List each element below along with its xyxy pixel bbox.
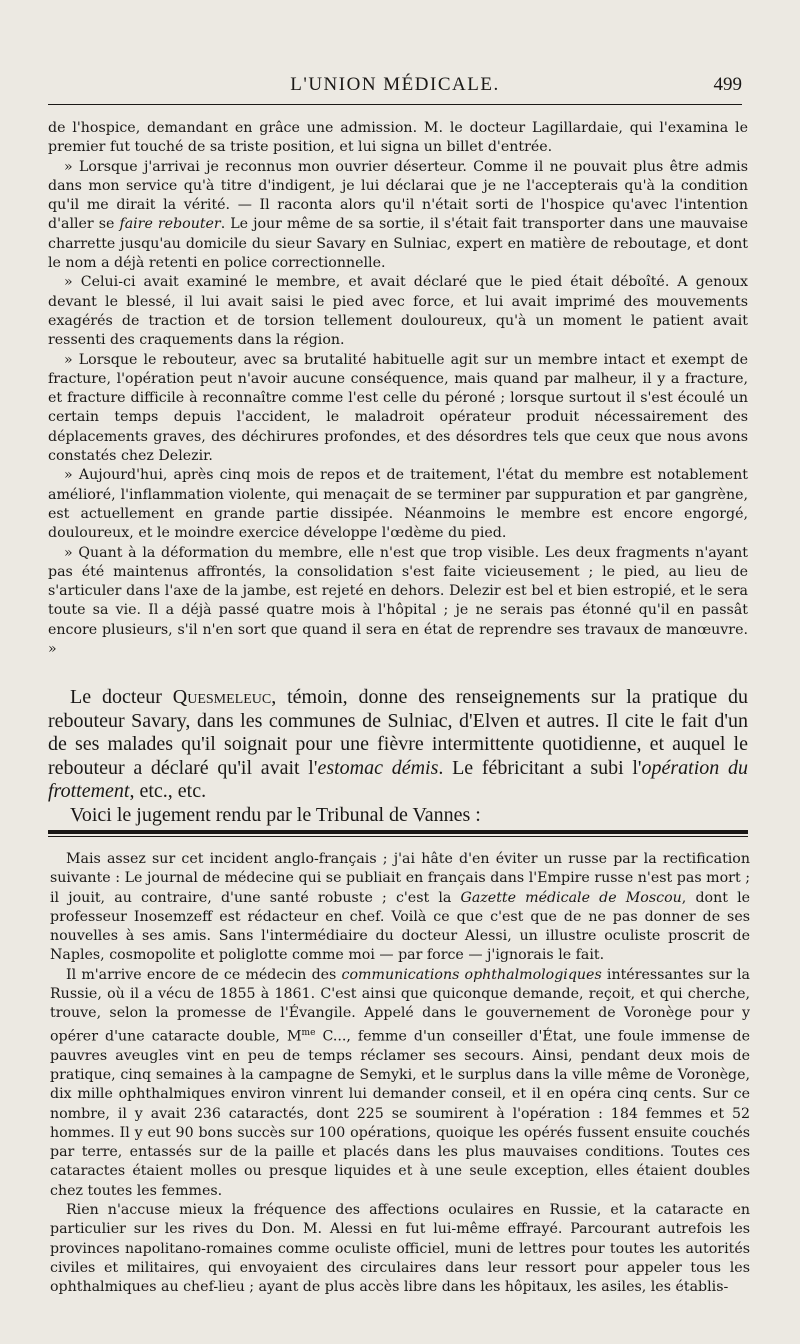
main-text xyxy=(48,686,748,827)
paragraph: Rien n'accuse mieux la fréquence des affections oculaires en Russie, et la cataracte en particulier sur les rives du Don. M. Alessi en fut lui-même effrayé. Parcourant autrefois les provinces napolitano-romaines comme oculiste officiel, muni de lettres pour toutes les autorités civiles et militaires, qui envoyaient des circulaires dans leur ressort pour appeler tous les ophthalmiques au chef-lieu ; ayant de plus accès libre dans les hôpitaux, les asiles, les établis- xyxy=(50,1202,750,1296)
feuilleton-text xyxy=(50,850,750,1298)
witness-name: Quesmeleuc xyxy=(172,686,272,708)
paragraph: Le docteur Quesmeleuc, témoin, donne des renseignements sur la pratique du rebouteur Savary, dans les communes de Sulniac, d'Elven et autres. Il cite le fait d'un de ses malades qu'il soignait pour une fièvre intermittente quotidienne, et auquel le rebouteur a déclaré qu'il avait l'estomac démis. Le fébricitant a subi l'opération du frottement, etc., etc. xyxy=(48,686,748,802)
journal-title: L'UNION MÉDICALE. xyxy=(290,74,500,95)
page-number: 499 xyxy=(713,74,742,95)
testimony-text xyxy=(48,119,748,659)
paragraph: » Celui-ci avait examiné le membre, et avait déclaré que le pied était déboîté. A genoux devant le blessé, il lui avait saisi le pied avec force, et lui avait imprimé des mouvements exagérés de traction et de torsion tellement douloureux, qu'à un moment le patient avait ressenti des craquements dans la région. xyxy=(48,274,748,349)
paragraph: Mais assez sur cet incident anglo-français ; j'ai hâte d'en éviter un russe par la rectification suivante : Le journal de médecine qui se publiait en français dans l'Empire russe n'est pas mort ; il jouit, au contraire, d'une santé robuste ; c'est la Gazette médicale de Moscou, dont le professeur Inosemzeff est rédacteur en chef. Voilà ce que c'est que de ne pas donner de ses nouvelles à ses amis. Sans l'intermédiaire du docteur Alessi, un illustre oculiste proscrit de Naples, cosmopolite et poliglotte comme moi — par force — j'ignorais le fait. xyxy=(50,851,751,964)
paragraph: Voici le jugement rendu par le Tribunal de Vannes : xyxy=(70,803,481,826)
paragraph: » Quant à la déformation du membre, elle n'est que trop visible. Les deux fragments n'ayant pas été maintenus affrontés, la consolidation s'est faite vicieusement ; le pied, au lieu de s'articuler dans l'axe de la jambe, est rejeté en dehors. Delezir est bel et bien estropié, et le sera toute sa vie. Il a déjà passé quatre mois à l'hôpital ; je ne serais pas étonné qu'il en passât encore plusieurs, s'il n'en sort que quand il sera en état de reprendre ses travaux de manœuvre. » xyxy=(48,544,748,658)
section-divider xyxy=(48,830,748,837)
paragraph: » Aujourd'hui, après cinq mois de repos et de traitement, l'état du membre est notablement amélioré, l'inflammation violente, qui menaçait de se terminer par suppuration et par gangrène, est actuellement en grande partie dissipée. Néanmoins le membre est encore engorgé, douloureux, et le moindre exercice développe l'œdème du pied. xyxy=(48,467,748,542)
paragraph: » Lorsque le rebouteur, avec sa brutalité habituelle agit sur un membre intact et exempt de fracture, l'opération peut n'avoir aucune conséquence, mais quand par malheur, il y a fracture, et fracture difficile à reconnaître comme l'est celle du péroné ; lorsque surtout il s'est écoulé un certain temps depuis l'accident, le maladroit opérateur produit nécessairement des déplacements graves, des déchirures profondes, et des désordres tels que ceux que nous avons constatés chez Delezir. xyxy=(48,351,748,465)
paragraph: » Lorsque j'arrivai je reconnus mon ouvrier déserteur. Comme il ne pouvait plus être admis dans mon service qu'à titre d'indigent, je lui déclarai que je ne l'accepterais qu'à la condition qu'il me dirait la vérité. — Il raconta alors qu'il n'était sorti de l'hospice qu'avec l'intention d'aller se faire rebouter. Le jour même de sa sortie, il s'était fait transporter dans une mauvaise charrette jusqu'au domicile du sieur Savary en Sulniac, expert en matière de reboutage, et dont le nom a déjà retenti en police correctionnelle. xyxy=(48,158,748,272)
running-header xyxy=(48,74,742,102)
paragraph: de l'hospice, demandant en grâce une admission. M. le docteur Lagillardaie, qui l'examina le premier fut touché de sa triste position, et lui signa un billet d'entrée. xyxy=(48,120,748,156)
paragraph: Il m'arrive encore de ce médecin des communications ophthalmologiques intéressantes sur la Russie, où il a vécu de 1855 à 1861. C'est ainsi que quiconque demande, reçoit, et qui cherche, trouve, selon la promesse de l'Évangile. Appelé dans le gouvernement de Voronège pour y opérer d'une cataracte double, $M^{me}$ C..., femme d'un conseiller d'État, une foule immense de pauvres aveugles vint en peu de temps réclamer ses secours. Ainsi, pendant deux mois de pratique, cinq semaines à la campagne de Semyki, et le surplus dans la ville même de Voronège, dix mille ophthalmiques environ vinrent lui demander conseil, et il en opéra cinq cents. Sur ce nombre, il y avait 236 cataractés, dont 225 se soumirent à l'opération : 184 femmes et 52 hommes. Il y eut 90 bons succès sur 100 opérations, quoique les opérés fussent ensuite couchés par terre, entassés sur de la paille et placés dans les plus mauvaises conditions. Toutes ces cataractes étaient molles ou presque liquides et à une seule exception, elles étaient doubles chez toutes les femmes. xyxy=(50,966,750,1199)
header-rule xyxy=(48,104,742,105)
